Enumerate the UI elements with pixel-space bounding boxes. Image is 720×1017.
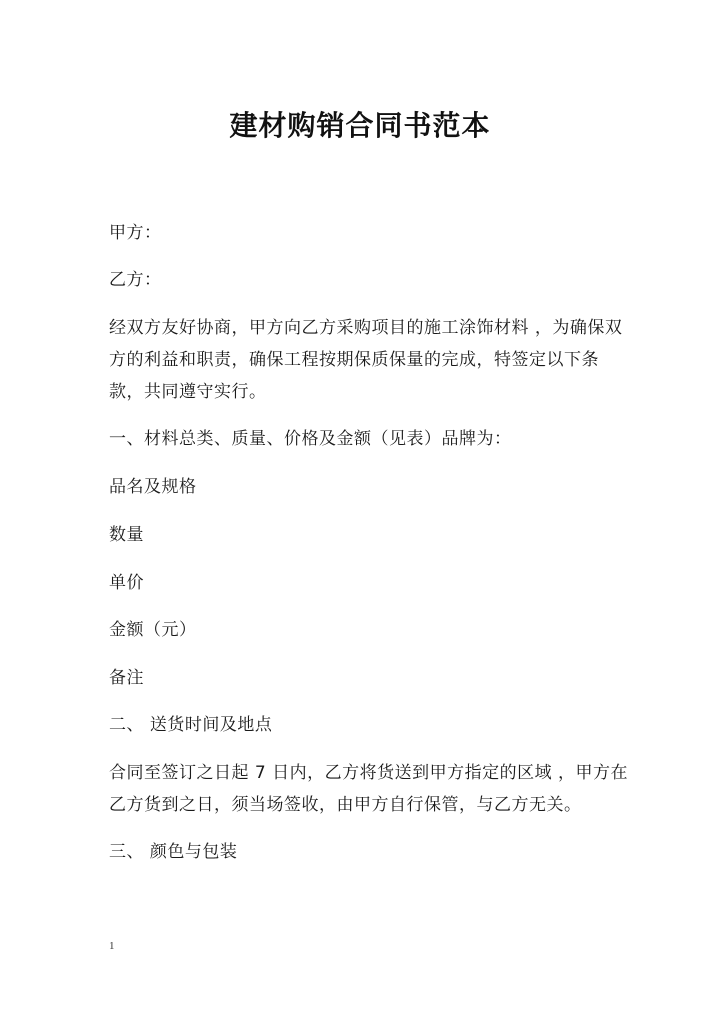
section2-line-1: 合同至签订之日起 7 日内，乙方将货送到甲方指定的区域 ，甲方在 (109, 763, 629, 783)
field-quantity: 数量 (109, 525, 144, 545)
section3-heading: 三、 颜色与包装 (109, 842, 238, 862)
field-name-spec: 品名及规格 (109, 477, 197, 497)
intro-line-2: 方的利益和职责，确保工程按期保质保量的完成，特签定以下条 (109, 350, 599, 370)
section1-heading: 一、材料总类、质量、价格及金额（见表）品牌为： (109, 429, 512, 449)
party-b-label: 乙方： (109, 270, 162, 290)
intro-line-3: 款，共同遵守实行。 (109, 382, 267, 402)
section2-line-2: 乙方货到之日，须当场签收，由甲方自行保管，与乙方无关。 (109, 795, 582, 815)
field-amount: 金额（元） (109, 620, 197, 640)
intro-line-1: 经双方友好协商，甲方向乙方采购项目的施工涂饰材料 ，为确保双 (109, 318, 623, 338)
section2-heading: 二、 送货时间及地点 (109, 715, 273, 735)
field-remarks: 备注 (109, 668, 144, 688)
page-number: 1 (109, 940, 115, 952)
field-unit-price: 单价 (109, 573, 144, 593)
party-a-label: 甲方： (109, 223, 162, 243)
document-title: 建材购销合同书范本 (229, 109, 491, 142)
